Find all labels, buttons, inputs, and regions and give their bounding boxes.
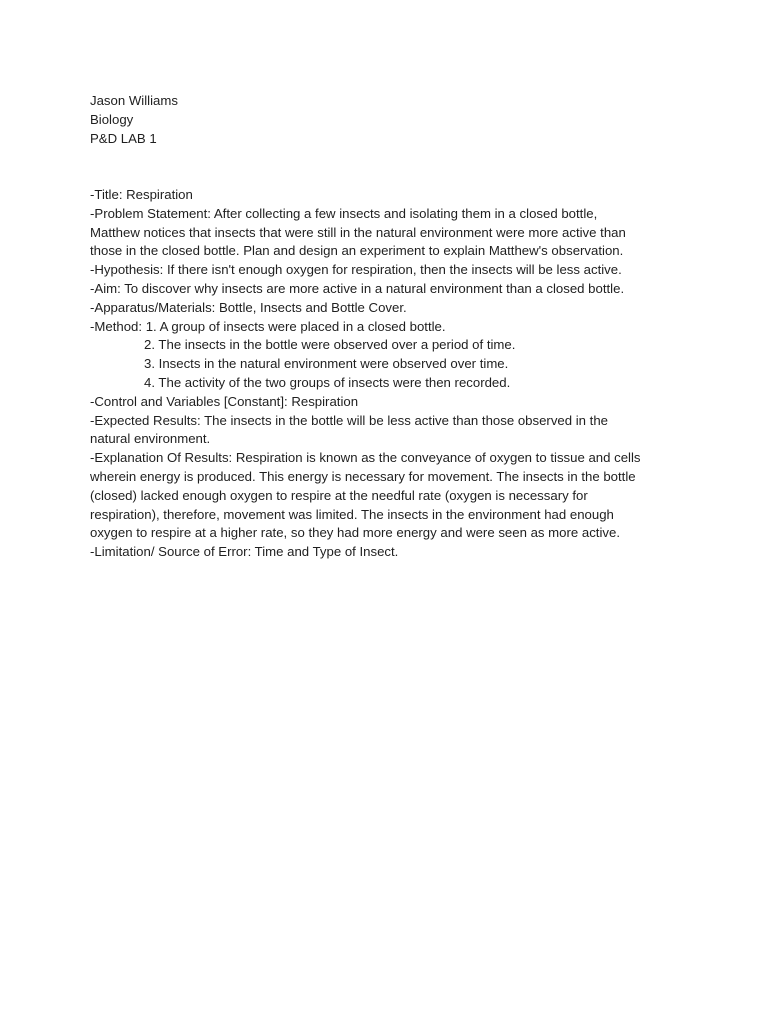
method-line-4: 4. The activity of the two groups of insects were then recorded. [144,374,511,390]
subject-name: Biology [90,111,134,127]
aim-line: -Aim: To discover why insects are more active in a natural environment than a closed bottle. [90,280,625,296]
lab-title: P&D LAB 1 [90,130,157,146]
apparatus-line: -Apparatus/Materials: Bottle, Insects and Bottle Cover. [90,299,407,315]
problem-line-2: Matthew notices that insects that were still in the natural environment were more active than [90,224,626,240]
explanation-line-2: wherein energy is produced. This energy is necessary for movement. The insects in the bottle [90,468,636,484]
control-variables-line: -Control and Variables [Constant]: Respiration [90,393,359,409]
expected-line-2: natural environment. [90,431,211,447]
explanation-line-1: -Explanation Of Results: Respiration is known as the conveyance of oxygen to tissue and cells [90,450,641,466]
title-line: -Title: Respiration [90,186,193,202]
document-page [90,92,680,562]
method-line-2: 2. The insects in the bottle were observed over a period of time. [144,337,516,353]
limitation-line: -Limitation/ Source of Error: Time and Type of Insect. [90,544,399,560]
explanation-line-5: oxygen to respire at a higher rate, so they had more energy and were seen as more active. [90,525,620,541]
spacer [90,148,680,186]
hypothesis-line: -Hypothesis: If there isn't enough oxygen for respiration, then the insects will be less active. [90,262,622,278]
method-line-1: -Method: 1. A group of insects were placed in a closed bottle. [90,318,446,334]
explanation-line-4: respiration), therefore, movement was limited. The insects in the environment had enough [90,506,614,522]
expected-line-1: -Expected Results: The insects in the bottle will be less active than those observed in the [90,412,609,428]
problem-line-1: -Problem Statement: After collecting a few insects and isolating them in a closed bottle, [90,205,598,221]
author-name: Jason Williams [90,93,178,108]
problem-line-3: those in the closed bottle. Plan and design an experiment to explain Matthew's observation. [90,243,624,259]
explanation-line-3: (closed) lacked enough oxygen to respire at the needful rate (oxygen is necessary for [90,487,588,503]
method-line-3: 3. Insects in the natural environment were observed over time. [144,356,509,372]
